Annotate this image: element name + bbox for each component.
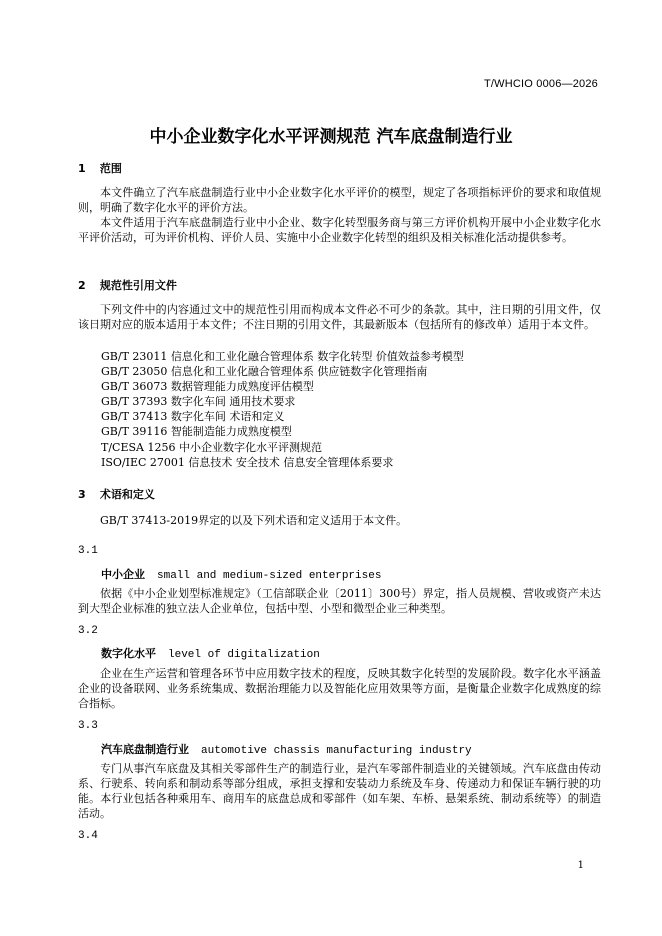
section-number: 2 [78, 279, 86, 292]
clause-number: 3.3 [78, 720, 98, 732]
reference-item: GB/T 23050 信息化和工业化融合管理体系 供应链数字化管理指南 [101, 365, 428, 378]
reference-item: T/CESA 1256 中小企业数字化水平评测规范 [101, 441, 322, 454]
term-definition: 企业在生产运营和管理各环节中应用数字技术的程度，反映其数字化转型的发展阶段。数字化水平涵盖企业的设备联网、业务系统集成、数据治理能力以及智能化应用效果等方面，是衡量企业数字化成熟度的综合指标。 [78, 667, 601, 710]
term-entry [101, 741, 472, 757]
term-english: automotive chassis manufacturing industry [201, 745, 472, 757]
section-title: 术语和定义 [99, 488, 155, 501]
reference-item: GB/T 39116 智能制造能力成熟度模型 [101, 425, 292, 438]
section-title: 范围 [99, 162, 122, 175]
clause-number: 3.4 [78, 830, 98, 842]
section-number: 3 [78, 488, 86, 501]
scope-paragraph: 本文件适用于汽车底盘制造行业中小企业、数字化转型服务商与第三方评价机构开展中小企业数字化水平评价活动，可为评价机构、评价人员、实施中小企业数字化转型的组织及相关标准化活动提供参考。 [78, 216, 601, 244]
term-definition: 专门从事汽车底盘及其相关零部件生产的制造行业，是汽车零部件制造业的关键领域。汽车底盘由传动系、行驶系、转向系和制动系等部分组成，承担支撑和安装动力系统及车身、传递动力和保证车辆行驶的功能。本行业包括各种乘用车、商用车的底盘总成和零部件（如车架、车桥、悬架系统、制动系统等）的制造活动。 [78, 762, 601, 820]
clause-number: 3.2 [78, 625, 98, 637]
term-definition: 依据《中小企业划型标准规定》（工信部联企业〔2011〕300号）界定，指人员规模、营收或资产未达到大型企业标准的独立法人企业单位，包括中型、小型和微型企业三种类型。 [78, 587, 601, 615]
reference-item: GB/T 36073 数据管理能力成熟度评估模型 [101, 380, 314, 393]
section-heading-normative-references [78, 277, 177, 293]
terms-intro-paragraph: GB/T 37413-2019界定的以及下列术语和定义适用于本文件。 [100, 514, 408, 527]
term-chinese: 数字化水平 [101, 647, 156, 660]
normative-intro-paragraph: 下列文件中的内容通过文中的规范性引用而构成本文件必不可少的条款。其中，注日期的引用文件，仅该日期对应的版本适用于本文件；不注日期的引用文件，其最新版本（包括所有的修改单）适用于本文件。 [78, 303, 601, 331]
term-entry [101, 645, 320, 661]
term-entry [101, 566, 381, 582]
reference-item: GB/T 23011 信息化和工业化融合管理体系 数字化转型 价值效益参考模型 [101, 350, 464, 363]
page-number: 1 [577, 860, 584, 871]
reference-item: GB/T 37413 数字化车间 术语和定义 [101, 410, 285, 423]
clause-number: 3.1 [78, 545, 98, 557]
term-chinese: 汽车底盘制造行业 [101, 743, 189, 756]
term-chinese: 中小企业 [101, 568, 145, 581]
section-title: 规范性引用文件 [99, 279, 177, 292]
section-heading-terms [78, 486, 155, 502]
section-number: 1 [78, 162, 86, 175]
scope-paragraph: 本文件确立了汽车底盘制造行业中小企业数字化水平评价的模型，规定了各项指标评价的要求和取值规则，明确了数字化水平的评价方法。 [78, 186, 601, 214]
reference-item: ISO/IEC 27001 信息技术 安全技术 信息安全管理体系要求 [101, 456, 394, 469]
reference-item: GB/T 37393 数字化车间 通用技术要求 [101, 395, 296, 408]
section-heading-scope [78, 160, 122, 176]
standard-code: T/WHCIO 0006—2026 [483, 78, 598, 90]
term-english: small and medium-sized enterprises [157, 570, 382, 582]
document-title: 中小企业数字化水平评测规范 汽车底盘制造行业 [149, 127, 513, 147]
term-english: level of digitalization [168, 649, 320, 661]
